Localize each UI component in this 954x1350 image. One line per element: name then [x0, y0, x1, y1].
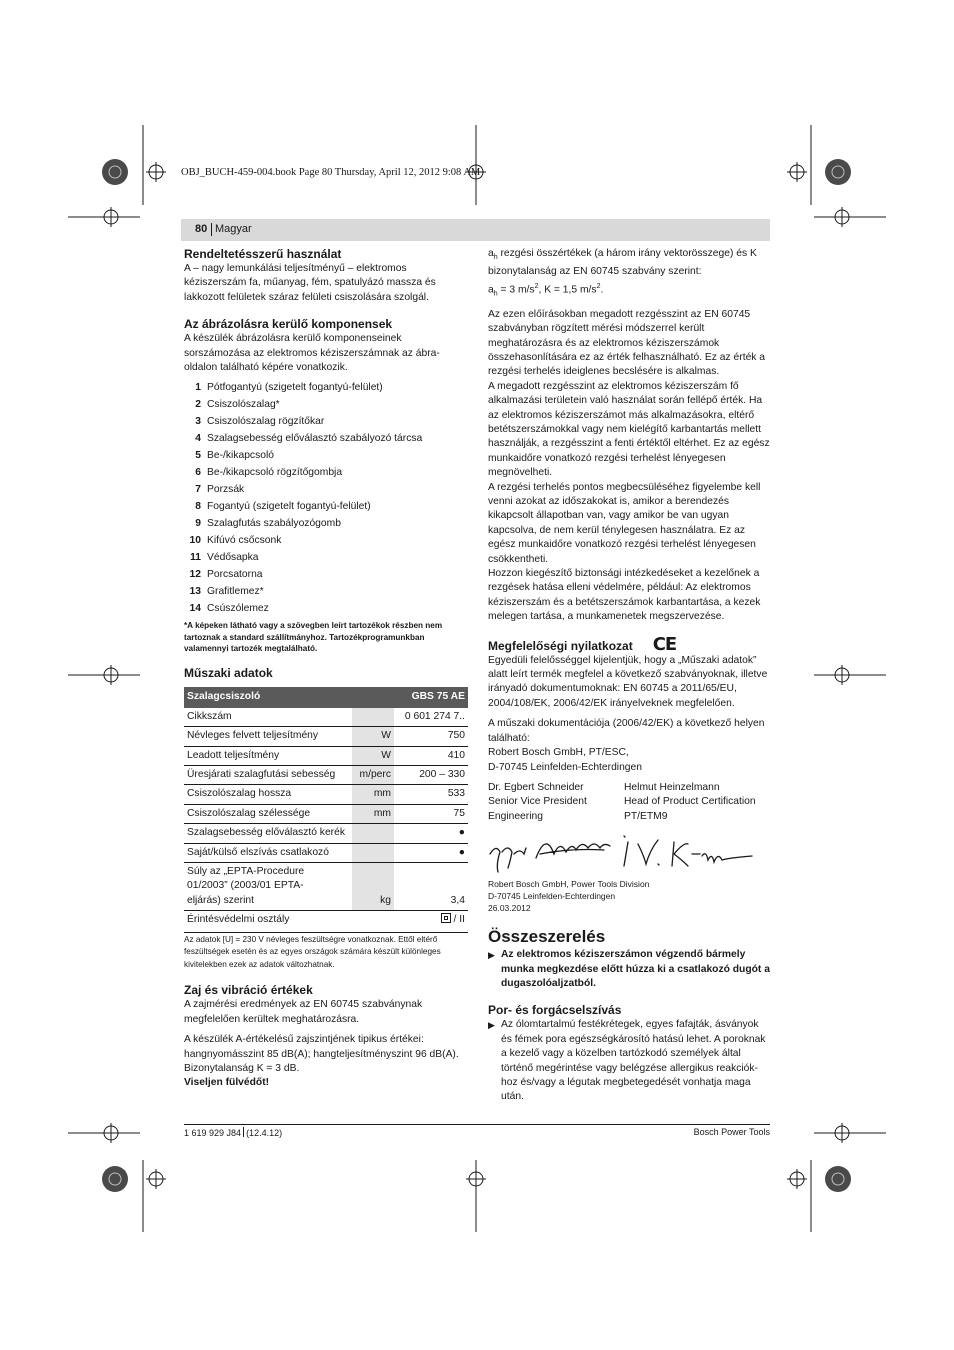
- list-item: 11 Védősapka: [190, 552, 259, 564]
- assembly-heading: Összeszerelés: [488, 927, 606, 947]
- conformity-p2: A műszaki dokumentációja (2006/42/EK) a következő helyen található:: [488, 718, 765, 744]
- list-item: 3 Csiszolószalag rögzítőkar: [195, 416, 325, 428]
- specs-table: [184, 687, 468, 929]
- page-header-bar: [181, 219, 770, 241]
- col-model: GBS 75 AE: [394, 687, 468, 707]
- list-item: 5 Be-/kikapcsoló: [195, 450, 274, 462]
- language-label: Magyar: [215, 223, 252, 235]
- header-divider: [211, 223, 212, 236]
- table-row: Szalagsebesség előválasztó kerék ●: [184, 824, 468, 843]
- table-row: Üresjárati szalagfutási sebesség m/perc 200 – 330: [184, 765, 468, 784]
- feature-dot: ●: [394, 824, 468, 843]
- vibration-p2: Az ezen előírásokban megadott rezgésszint az EN 60745 szabványban rögzített mérési módszerrel került meghatározásra és az elektromos kéziszerszámok összehasonlítására ez az érték felhasználható. Ez az érték a rezgési terhelés ideiglenes becslésére is alkalmas.: [488, 308, 766, 378]
- list-item: 9 Szalagfutás szabályozógomb: [195, 518, 341, 530]
- ear-protection-warning: Viseljen fülvédőt!: [184, 1077, 270, 1089]
- assembly-warning: ▶ Az elektromos kéziszerszámon végzendő bármely munka megkezdése előtt húzza ki a csatlakozó dugót a dugaszolóaljzatból.: [488, 948, 770, 991]
- list-item: 1 Pótfogantyú (szigetelt fogantyú-felület): [195, 382, 383, 394]
- protection-class-icon: [441, 913, 451, 923]
- col-product: Szalagcsiszoló: [184, 687, 394, 707]
- dust-warning: ▶ Az ólomtartalmú festékrétegek, egyes fafajták, ásványok és fémek pora egészségkárosító hatású lehet. A poroknak a kezelő vagy a közelben tartózkodó személyek által történő megérintése vagy belégzése allergikus reakciók-hoz és/vagy a légutak megbetegedését vonhatja maga után.: [488, 1018, 770, 1104]
- table-row: Súly az „EPTA-Procedure 01/2003” (2003/01 EPTA-eljárás) szerint kg 3,4: [184, 862, 468, 910]
- footer-brand: Bosch Power Tools: [693, 1127, 770, 1137]
- vibration-p4: A rezgési terhelés pontos megbecsüléséhez figyelembe kell venni azokat az időszakokat is, amikor a berendezés kikapcsolt állapotban van, vagy amikor be van ugyan kapcsolva, de nem kerül ténylegesen használatra. Ez az egész munkaidőre vonatkozó rezgési terhelést lényegesen csökkentheti.: [488, 481, 761, 565]
- table-row: Névleges felvett teljesítmény W 750: [184, 727, 468, 746]
- signatory-1: Dr. Egbert Schneider Senior Vice President Engineering: [488, 781, 587, 822]
- feature-dot: ●: [394, 843, 468, 862]
- list-item: 10 Kifúvó csőcsonk: [189, 535, 282, 547]
- signatory-2: Helmut Heinzelmann Head of Product Certification PT/ETM9: [624, 781, 756, 822]
- list-item: 8 Fogantyú (szigetelt fogantyú-felület): [195, 501, 371, 513]
- accessories-note: *A képeken látható vagy a szövegben leírt tartozékok részben nem tartoznak a standard szállítmányhoz. Tartozékprogramunkban valamennyi tartozék megtalálható.: [184, 621, 443, 654]
- arrow-right-icon: ▶: [488, 950, 495, 961]
- tech-doc-address-1: Robert Bosch GmbH, PT/ESC,: [488, 747, 629, 759]
- handwritten-signatures: [488, 824, 770, 878]
- footer-doc-number: 1 619 929 J84 (12.4.12): [184, 1128, 283, 1138]
- conformity-heading: Megfelelőségi nyilatkozat CE: [488, 633, 677, 655]
- ce-mark-icon: CE: [652, 633, 677, 655]
- list-item: 4 Szalagsebesség előválasztó szabályozó tárcsa: [195, 433, 423, 445]
- vibration-p3: A megadott rezgésszint az elektromos kéziszerszám fő alkalmazási területein való használat során fellépő érték. Ha az elektromos kéziszerszámot más alkalmazásokra, eltérő betétszerszámokkal vagy nem kielégítő karbantartás mellett használják, a rezgésszint a fenti értéktől eltérhet. Ez az egész munkaidőre vonatkozó rezgési terhelést lényegesen megnövelheti.: [488, 380, 770, 479]
- table-row: Érintésvédelmi osztály / II: [187, 914, 465, 926]
- table-row: Cikkszám 0 601 274 7..: [184, 708, 468, 727]
- components-intro: A készülék ábrázolásra kerülő komponenseinek sorszámozása az elektromos kéziszerszámnak az ábra-oldalon található képére vonatkozik.: [184, 333, 440, 374]
- table-row: Csiszolószalag hossza mm 533: [184, 785, 468, 804]
- list-item: 2 Csiszolószalag*: [195, 399, 280, 411]
- table-row: Saját/külső elszívás csatlakozó ●: [184, 843, 468, 862]
- page-number: 80: [195, 223, 208, 235]
- dust-heading: Por- és forgácselszívás: [488, 1003, 622, 1018]
- footer-rule: [184, 1124, 770, 1125]
- table-footnote: Az adatok [U] = 230 V névleges feszültségre vonatkoznak. Ettől eltérő feszültségek esetén és az egyes országok számára készült különleges kivitelekben ezek az adatok változhatnak.: [184, 932, 468, 972]
- list-item: 6 Be-/kikapcsoló rögzítőgombja: [195, 467, 343, 479]
- list-item: 13 Grafitlemez*: [189, 586, 264, 598]
- left-column: [184, 247, 468, 1091]
- vibration-p1: $a_h$ rezgési összértékek (a három irány vektorösszege) és K bizonytalanság az EN 60745 szabvány szerint: $a_h = 3$ $m/s^2$, K = 1,5 $m/s^2$.: [488, 248, 757, 298]
- list-item: 12 Porcsatorna: [189, 569, 263, 581]
- list-item: 14 Csúszólemez: [189, 603, 269, 615]
- signature-address: Robert Bosch GmbH, Power Tools Division D-70745 Leinfelden-Echterdingen 26.03.2012: [488, 879, 650, 914]
- arrow-right-icon: ▶: [488, 1020, 495, 1031]
- intended-use-heading: Rendeltetésszerű használat: [184, 247, 342, 261]
- signature-icon: [488, 824, 770, 878]
- table-header-row: [184, 687, 468, 707]
- list-item: 7 Porzsák: [195, 484, 245, 496]
- noise-heading: Zaj és vibráció értékek: [184, 983, 313, 998]
- components-list: [184, 379, 468, 617]
- conformity-p1: Egyedüli felelősséggel kijelentjük, hogy a „Műszaki adatok” alatt leírt termék megfelel a következő szabványoknak, illetve irányadó dokumentumoknak: EN 60745 a 2011/65/EU, 2004/108/EK, 2006/42/EK irányelveknek megfelelően.: [488, 654, 768, 709]
- noise-p1: A zajmérési eredmények az EN 60745 szabványnak megfelelően kerültek meghatározásra.: [184, 999, 423, 1025]
- vibration-p5: Hozzon kiegészítő biztonsági intézkedéseket a kezelőnek a rezgések hatása elleni védelmére, például: Az elektromos kéziszerszám és a betétszerszámok karbantartása, a kezek melegen tartása, a munkamenetek megszervezése.: [488, 568, 761, 623]
- tech-doc-address-2: D-70745 Leinfelden-Echterdingen: [488, 761, 642, 773]
- table-row: Leadott teljesítmény W 410: [184, 746, 468, 765]
- table-row: Csiszolószalag szélessége mm 75: [184, 804, 468, 823]
- signatories: [488, 781, 770, 824]
- noise-p2: A készülék A-értékelésű zajszintjének tipikus értékei: hangnyomásszint 85 dB(A); hangteljesítményszint 96 dB(A). Bizonytalanság K = 3 dB.: [184, 1034, 459, 1075]
- right-column: [488, 247, 770, 1105]
- print-file-info: OBJ_BUCH-459-004.book Page 80 Thursday, April 12, 2012 9:08 AM: [181, 167, 481, 178]
- intended-use-text: A – nagy lemunkálási teljesítményű – elektromos kéziszerszám fa, műanyag, fém, spatulyázó massza és lakkozott felületek száraz felületi csiszolására szolgál.: [184, 263, 436, 303]
- components-heading: Az ábrázolásra kerülő komponensek: [184, 317, 393, 332]
- specs-heading: Műszaki adatok: [184, 666, 273, 681]
